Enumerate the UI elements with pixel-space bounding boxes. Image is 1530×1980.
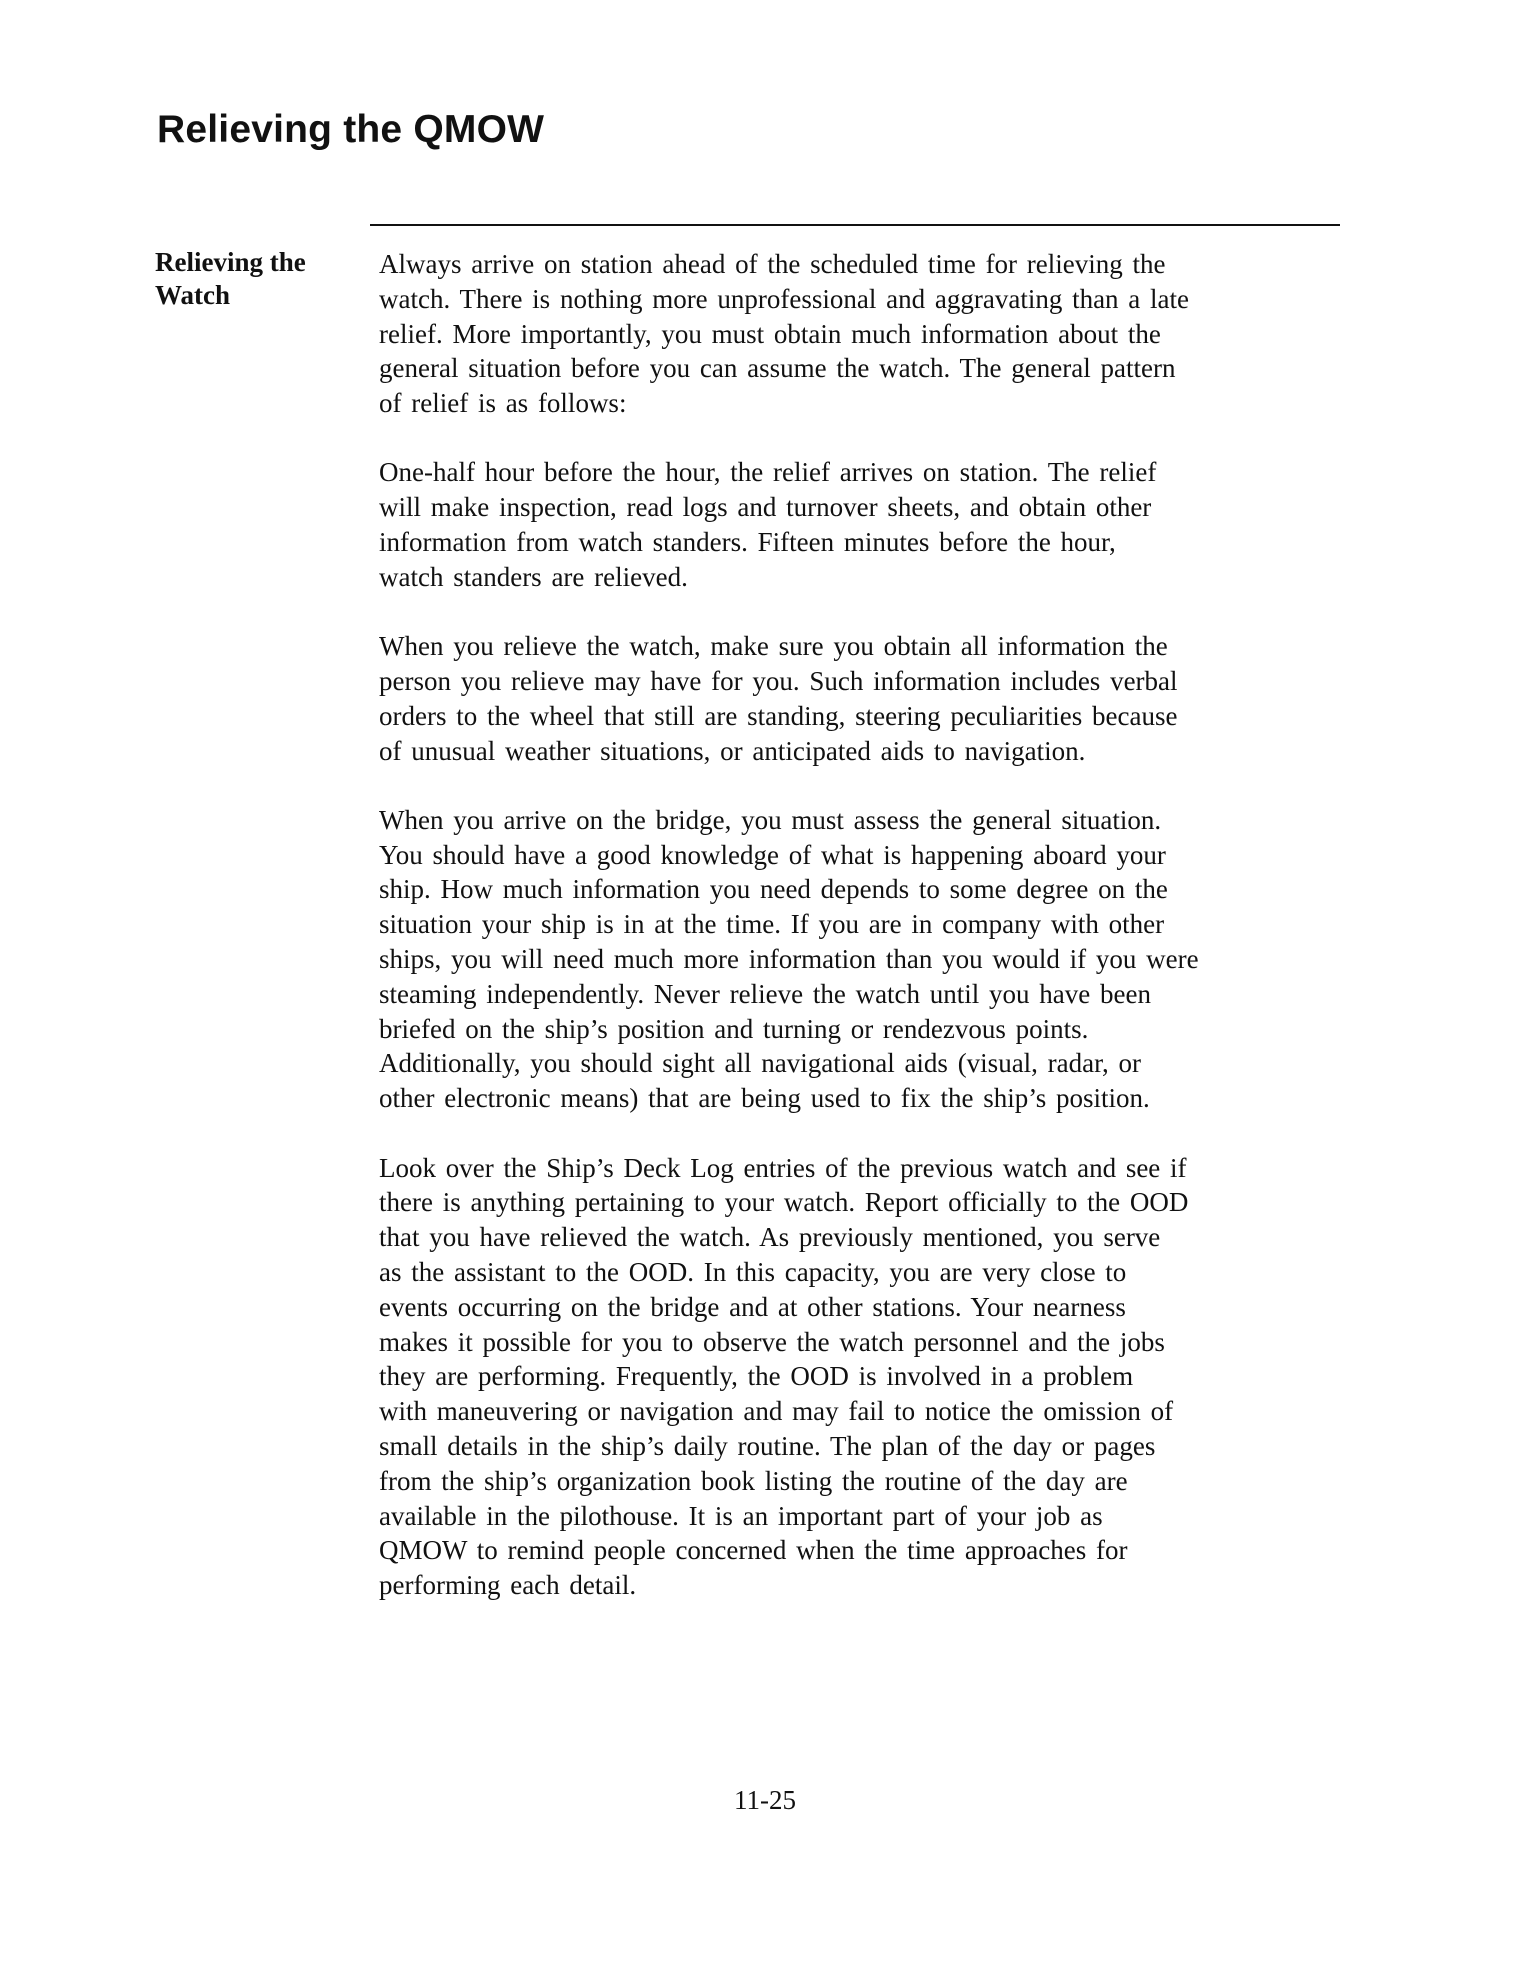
text-line: ships, you will need much more information than you would if you were [379, 944, 1199, 975]
text-line: of unusual weather situations, or anticipated aids to navigation. [379, 735, 1086, 766]
text-line: situation your ship is in at the time. If you are in company with other [379, 909, 1165, 940]
text-line: with maneuvering or navigation and may fail to notice the omission of [379, 1396, 1174, 1427]
text-line: general situation before you can assume the watch. The general pattern [379, 353, 1176, 384]
section-body [379, 247, 1339, 1637]
paragraph-deck-log [379, 1151, 1339, 1603]
text-line: will make inspection, read logs and turnover sheets, and obtain other [379, 492, 1152, 523]
text-line: watch standers are relieved. [379, 561, 688, 592]
section-heading-line: Watch [155, 280, 231, 310]
section-heading-line: Relieving the [155, 247, 306, 277]
text-line: steaming independently. Never relieve the watch until you have been [379, 978, 1151, 1009]
text-line: briefed on the ship’s position and turning or rendezvous points. [379, 1013, 1089, 1044]
text-line: When you relieve the watch, make sure you obtain all information the [379, 631, 1168, 662]
text-line: of relief is as follows: [379, 388, 627, 419]
text-line: Additionally, you should sight all navigational aids (visual, radar, or [379, 1048, 1142, 1079]
paragraph-bridge [379, 803, 1339, 1116]
text-line: from the ship’s organization book listing the routine of the day are [379, 1465, 1128, 1496]
text-line: small details in the ship’s daily routine. The plan of the day or pages [379, 1430, 1156, 1461]
text-line: events occurring on the bridge and at other stations. Your nearness [379, 1291, 1126, 1322]
text-line: there is anything pertaining to your watch. Report officially to the OOD [379, 1187, 1189, 1218]
text-line: they are performing. Frequently, the OOD is involved in a problem [379, 1361, 1134, 1392]
text-line: that you have relieved the watch. As previously mentioned, you serve [379, 1222, 1161, 1253]
text-line: Look over the Ship’s Deck Log entries of the previous watch and see if [379, 1152, 1187, 1183]
text-line: information from watch standers. Fifteen minutes before the hour, [379, 527, 1116, 558]
page-title: Relieving the QMOW [157, 108, 545, 151]
text-line: Always arrive on station ahead of the scheduled time for relieving the [379, 249, 1166, 279]
text-line: watch. There is nothing more unprofessional and aggravating than a late [379, 283, 1190, 314]
text-line: person you relieve may have for you. Such information includes verbal [379, 665, 1178, 696]
page-number: 11-25 [734, 1785, 796, 1815]
text-line: relief. More importantly, you must obtain much information about the [379, 318, 1161, 349]
text-line: makes it possible for you to observe the watch personnel and the jobs [379, 1326, 1165, 1357]
text-line: other electronic means) that are being used to fix the ship’s position. [379, 1083, 1150, 1114]
text-line: ship. How much information you need depends to some degree on the [379, 874, 1168, 905]
section-divider [370, 224, 1340, 226]
paragraph-arrival [379, 247, 1339, 421]
text-line: One-half hour before the hour, the relief arrives on station. The relief [379, 457, 1157, 488]
text-line: as the assistant to the OOD. In this capacity, you are very close to [379, 1256, 1127, 1287]
paragraph-information [379, 629, 1339, 768]
text-line: You should have a good knowledge of what is happening aboard your [379, 839, 1166, 870]
section-heading [155, 246, 355, 312]
text-line: orders to the wheel that still are standing, steering peculiarities because [379, 700, 1178, 731]
text-line: QMOW to remind people concerned when the time approaches for [379, 1535, 1128, 1566]
text-line: When you arrive on the bridge, you must assess the general situation. [379, 804, 1162, 835]
text-line: performing each detail. [379, 1570, 637, 1601]
text-line: available in the pilothouse. It is an important part of your job as [379, 1500, 1103, 1531]
paragraph-schedule [379, 455, 1339, 594]
